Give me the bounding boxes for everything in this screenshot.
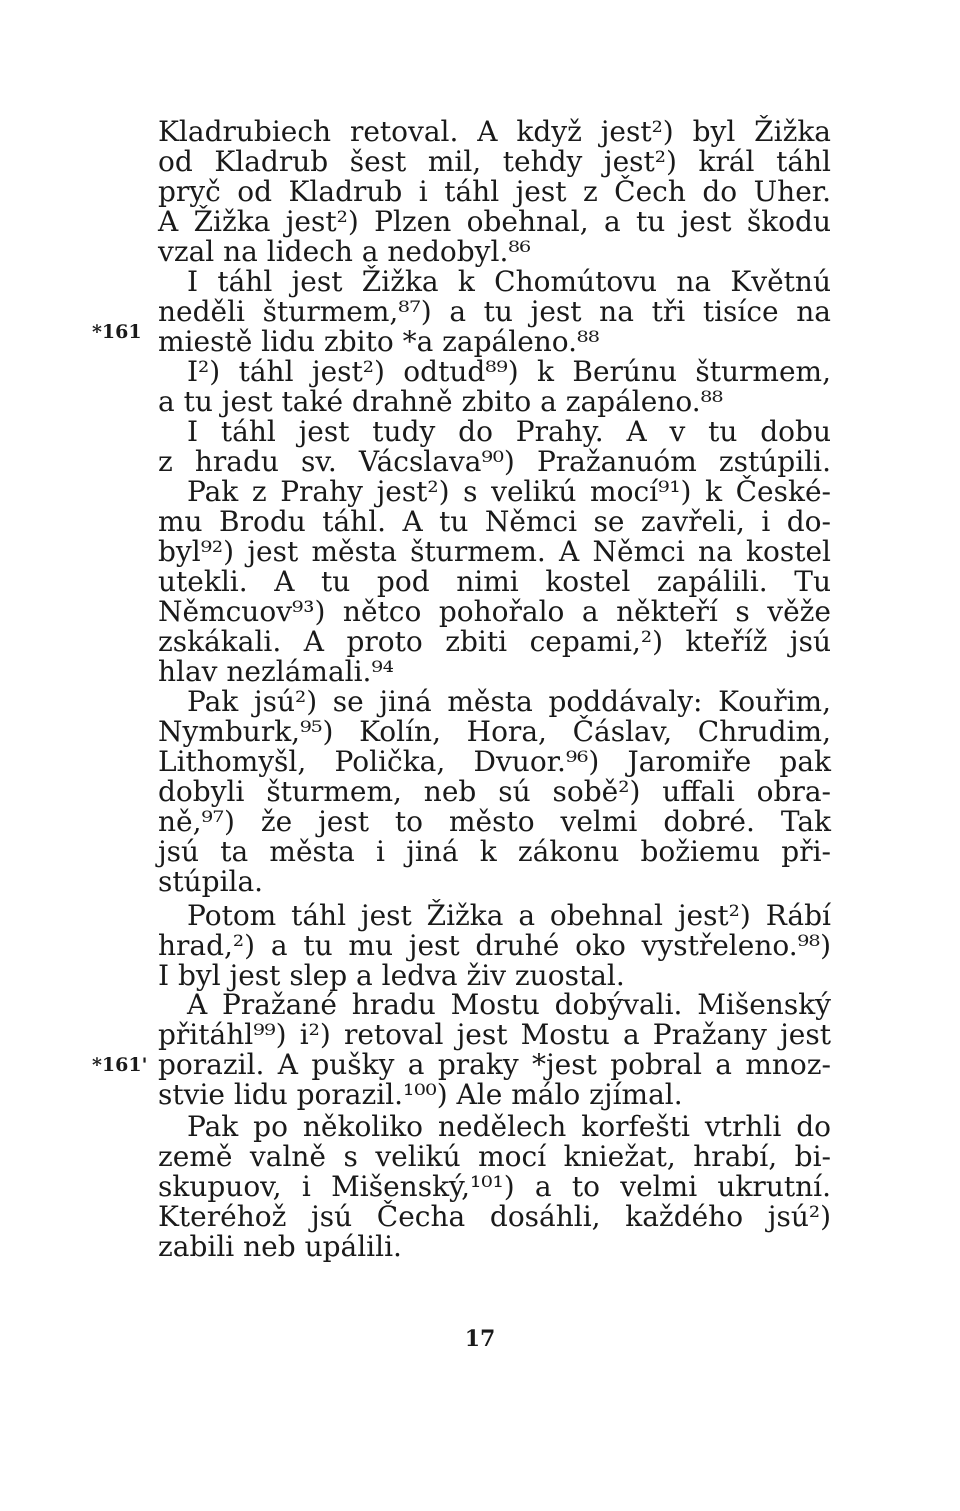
text-line: přitáhl⁹⁹) i²) retoval jest Mostu a Pražany jest xyxy=(158,1018,831,1051)
text-line: z hradu sv. Vácslava⁹⁰) Pražanuóm zstúpili. xyxy=(158,445,831,478)
text-line: dobyli šturmem, neb sú sobě²) uffali obra- xyxy=(158,775,831,808)
text-line: Kladrubiech retoval. A když jest²) byl Žižka xyxy=(158,115,831,148)
text-line: zabili neb upálili. xyxy=(158,1230,402,1263)
text-line: hlav nezlámali.⁹⁴ xyxy=(158,655,394,688)
text-line: stvie lidu porazil.¹⁰⁰) Ale málo zjímal. xyxy=(158,1078,683,1111)
text-line: země valně s velikú mocí kniežat, hrabí, bi- xyxy=(158,1140,831,1173)
text-line: stúpila. xyxy=(158,865,264,898)
margin-note: *161' xyxy=(92,1054,148,1076)
text-line: A Pražané hradu Mostu dobývali. Mišenský xyxy=(187,988,831,1021)
text-line: Kteréhož jsú Čecha dosáhli, každého jsú²) xyxy=(158,1200,831,1233)
text-line: utekli. A tu pod nimi kostel zapálili. Tu xyxy=(158,565,831,598)
text-line: Nymburk,⁹⁵) Kolín, Hora, Čáslav, Chrudim, xyxy=(158,715,831,748)
text-line: miestě lidu zbito *a zapáleno.⁸⁸ xyxy=(158,325,600,358)
text-line: I táhl jest Žižka k Chomútovu na Květnú xyxy=(187,265,831,298)
margin-note: *161 xyxy=(92,321,142,343)
text-line: I byl jest slep a ledva živ zuostal. xyxy=(158,959,625,992)
text-line: Potom táhl jest Žižka a obehnal jest²) Rábí xyxy=(187,899,831,932)
text-line: jsú ta města i jiná k zákonu božiemu při- xyxy=(158,835,831,868)
text-line: porazil. A pušky a praky *jest pobral a mnoz- xyxy=(158,1048,831,1081)
text-line: I²) táhl jest²) odtud⁸⁹) k Berúnu šturmem, xyxy=(187,355,831,388)
text-line: hrad,²) a tu mu jest druhé oko vystřeleno.⁹⁸) xyxy=(158,929,831,962)
text-line: Pak po několiko nedělech korfešti vtrhli do xyxy=(187,1110,831,1143)
text-line: neděli šturmem,⁸⁷) a tu jest na tři tisíce na xyxy=(158,295,831,328)
text-line: A Žižka jest²) Plzen obehnal, a tu jest škodu xyxy=(158,205,831,238)
text-line: Němcuov⁹³) nětco pohořalo a někteří s věže xyxy=(158,595,831,628)
text-line: mu Brodu táhl. A tu Němci se zavřeli, i do- xyxy=(158,505,831,538)
text-line: vzal na lidech a nedobyl.⁸⁶ xyxy=(158,235,531,268)
text-line: a tu jest také drahně zbito a zapáleno.⁸⁸ xyxy=(158,385,724,418)
text-line: Pak z Prahy jest²) s velikú mocí⁹¹) k České- xyxy=(187,475,831,508)
text-line: skupuov, i Mišenský,¹⁰¹) a to velmi ukrutní. xyxy=(158,1170,831,1203)
text-line: I táhl jest tudy do Prahy. A v tu dobu xyxy=(187,415,831,448)
text-line: pryč od Kladrub i táhl jest z Čech do Uher. xyxy=(158,175,831,208)
page-number: 17 xyxy=(464,1326,496,1352)
text-line: ně,⁹⁷) že jest to město velmi dobré. Tak xyxy=(158,805,831,838)
text-line: byl⁹²) jest města šturmem. A Němci na kostel xyxy=(158,535,831,568)
text-line: zskákali. A proto zbiti cepami,²) kteříž jsú xyxy=(158,625,831,658)
text-line: Lithomyšl, Polička, Dvuor.⁹⁶) Jaromiře pak xyxy=(158,745,831,778)
text-line: Pak jsú²) se jiná města poddávaly: Kouřim, xyxy=(187,685,831,718)
text-line: od Kladrub šest mil, tehdy jest²) král táhl xyxy=(158,145,831,178)
